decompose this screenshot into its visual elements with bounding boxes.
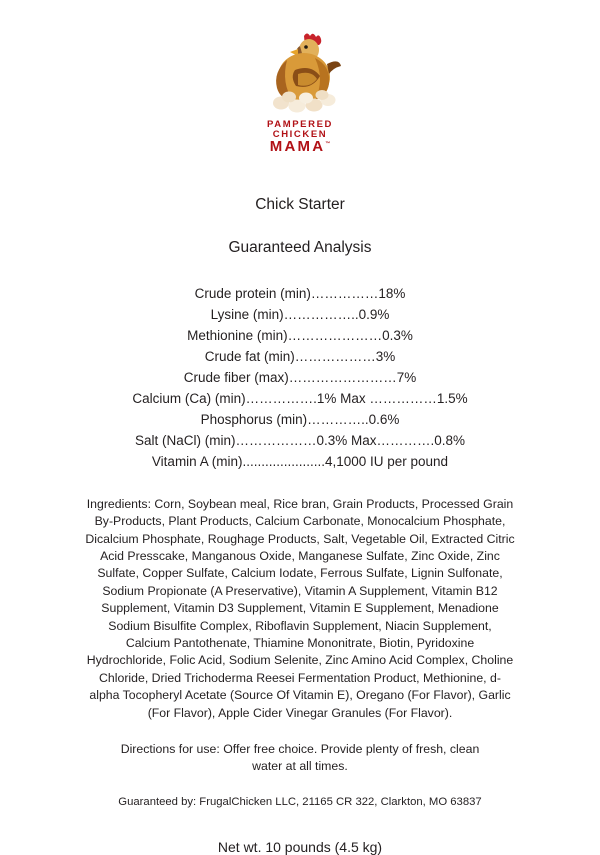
analysis-row: Phosphorus (min)…………..0.6% [200,411,400,427]
page-title: Chick Starter [255,195,345,213]
brand-line-1: PAMPERED [267,119,333,130]
analysis-row: Lysine (min)……………..0.9% [210,306,390,322]
brand-line-2: CHICKEN [272,128,328,140]
ingredients-text: Ingredients: Corn, Soybean meal, Rice bran, Grain Products, Processed Grain By-Products, Plant Products, Calcium Carbonate, Monocalcium Phosphate, Dicalcium Phosphate, Roughage Products, Salt, Vegetable Oil, Extracted Citric Acid Presscake, Manganous Oxide, Manganese Sulfate, Zinc Oxide, Zinc Sulfate, Copper Sulfate, Calcium Iodate, Ferrous Sulfate, Lignin Sulfonate, Sodium Propionate (A Preservative), Vitamin A Supplement, Vitamin B12 Supplement, Vitamin D3 Supplement, Vitamin E Supplement, Menadione Sodium Bisulfite Complex, Riboflavin Supplement, Niacin Supplement, Calcium Pantothenate, Thiamine Mononitrate, Biotin, Pyridoxine Hydrochloride, Folic Acid, Sodium Selenite, Zinc Amino Acid Complex, Choline Chloride, Dried Trichoderma Reesei Fermentation Product, Methionine, d-alpha Tocopheryl Acetate (Source Of Vitamin E), Oregano (For Flavor), Garlic (For Flavor), Apple Cider Vinegar Granules (For Flavor). [85,496,515,720]
analysis-row: Crude fat (min)………………3% [204,348,396,364]
analysis-row: Vitamin A (min)......................4,1000 IU per pound [151,453,449,469]
analysis-row: Calcium (Ca) (min)…………….1% Max ……………1.5% [132,390,468,406]
directions-text: Directions for use: Offer free choice. Provide plenty of fresh, clean water at all times. [120,741,480,774]
net-weight-text: Net wt. 10 pounds (4.5 kg) [217,838,383,855]
brand-line-3: MAMA [269,138,326,156]
brand-logo [40,0,560,156]
guaranteed-analysis-heading: Guaranteed Analysis [228,238,372,256]
analysis-row: Crude fiber (max)……………………7% [183,369,417,385]
trademark-symbol: ™ [325,141,331,148]
analysis-row: Crude protein (min)……………18% [194,285,406,301]
guarantor-text: Guaranteed by: FrugalChicken LLC, 21165 CR 322, Clarkton, MO 63837 [118,795,482,808]
analysis-row: Salt (NaCl) (min)………………0.3% Max………….0.8% [134,432,466,448]
brand-wordmark [267,120,333,156]
guaranteed-analysis-list [40,283,560,472]
analysis-row: Methionine (min)…………………0.3% [187,327,413,343]
hen-with-eggs-icon [257,30,343,116]
